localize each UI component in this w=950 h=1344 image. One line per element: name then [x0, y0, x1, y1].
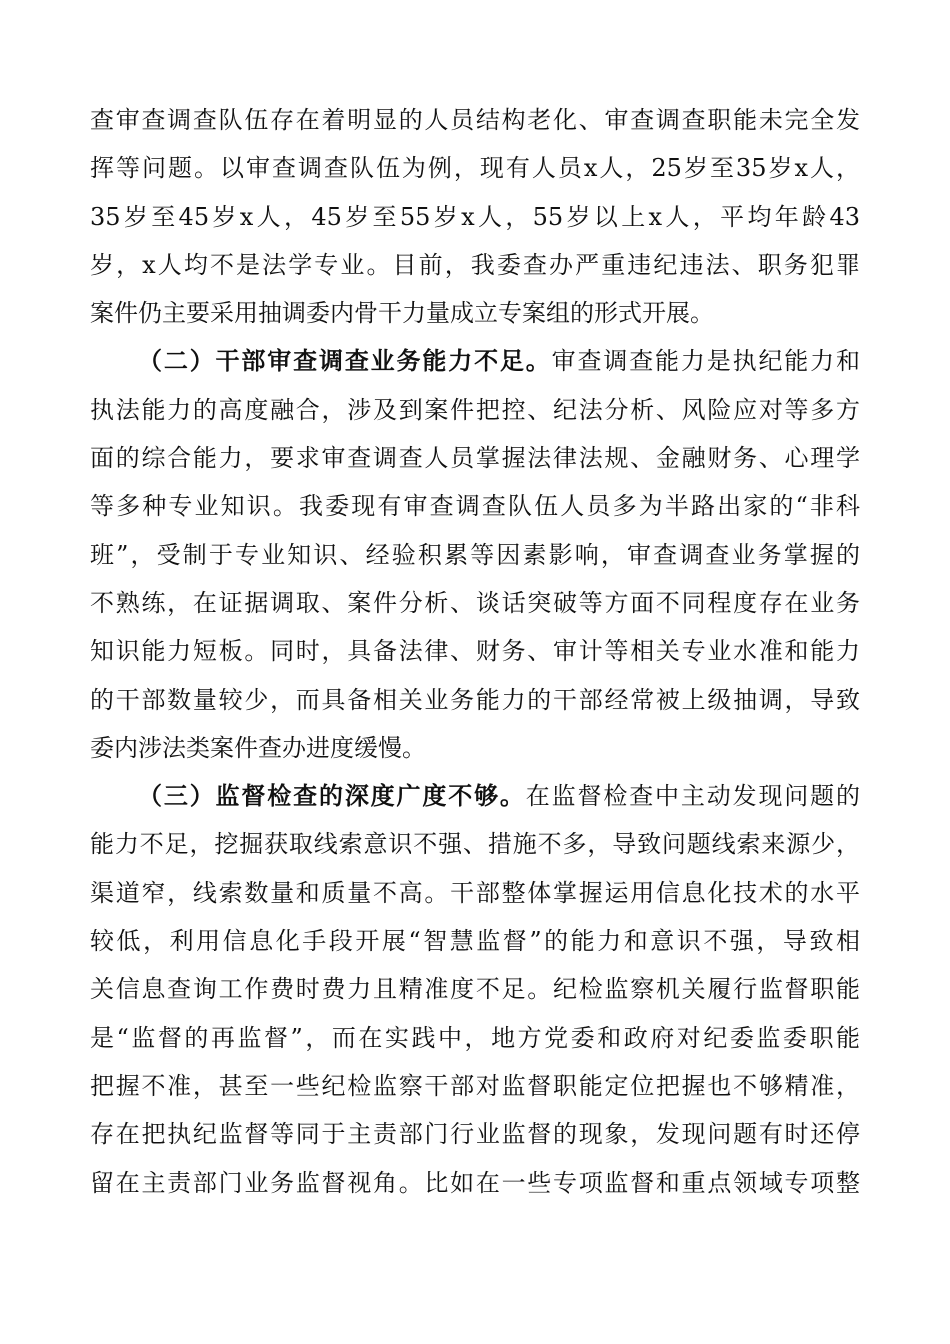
text-line: 关信息查询工作费时费力且精准度不足。纪检监察机关履行监督职能 [90, 975, 860, 1004]
text-run: 在监督检查中主动发现问题的 [525, 782, 861, 811]
text-line: 面的综合能力，要求审查调查人员掌握法律法规、金融财务、心理学 [90, 444, 860, 473]
text-line: 把握不准，甚至一些纪检监察干部对监督职能定位把握也不够精准， [90, 1071, 860, 1100]
text-line: 35岁至45岁x人，45岁至55岁x人，55岁以上x人，平均年龄43 [90, 202, 860, 231]
text-line: 渠道窄，线索数量和质量不高。干部整体掌握运用信息化技术的水平 [90, 878, 860, 907]
text-line: 较低，利用信息化手段开展“智慧监督”的能力和意识不强，导致相 [90, 927, 860, 956]
section-heading: （二）干部审查调查业务能力不足。 [138, 347, 552, 376]
section-heading: （三）监督检查的深度广度不够。 [138, 782, 526, 811]
text-line: 执法能力的高度融合，涉及到案件把控、纪法分析、风险应对等多方 [90, 395, 860, 424]
text-line: 岁，x人均不是法学专业。目前，我委查办严重违纪违法、职务犯罪 [90, 250, 860, 279]
text-run: 审查调查能力是执纪能力和 [551, 347, 861, 376]
paragraph-first-line [90, 772, 860, 820]
text-line: 挥等问题。以审查调查队伍为例，现有人员x人，25岁至35岁x人， [90, 154, 860, 183]
text-line: 存在把执纪监督等同于主责部门行业监督的现象，发现问题有时还停 [90, 1120, 860, 1149]
text-line: 案件仍主要采用抽调委内骨干力量成立专案组的形式开展。 [90, 299, 714, 328]
text-line: 的干部数量较少，而具备相关业务能力的干部经常被上级抽调，导致 [90, 685, 860, 714]
text-line: 知识能力短板。同时，具备法律、财务、审计等相关专业水准和能力 [90, 637, 860, 666]
text-line: 等多种专业知识。我委现有审查调查队伍人员多为半路出家的“非科 [90, 492, 860, 521]
paragraph-first-line [90, 337, 860, 385]
text-line: 不熟练，在证据调取、案件分析、谈话突破等方面不同程度存在业务 [90, 588, 860, 617]
text-line: 班”，受制于专业知识、经验积累等因素影响，审查调查业务掌握的 [90, 540, 860, 569]
text-line: 留在主责部门业务监督视角。比如在一些专项监督和重点领域专项整 [90, 1168, 860, 1197]
text-line: 查审查调查队伍存在着明显的人员结构老化、审查调查职能未完全发 [90, 106, 860, 134]
text-line: 是“监督的再监督”，而在实践中，地方党委和政府对纪委监委职能 [90, 1023, 860, 1052]
text-line: 能力不足，挖掘获取线索意识不强、措施不多，导致问题线索来源少， [90, 830, 860, 859]
document-body [90, 96, 860, 1207]
text-line: 委内涉法类案件查办进度缓慢。 [90, 733, 426, 762]
